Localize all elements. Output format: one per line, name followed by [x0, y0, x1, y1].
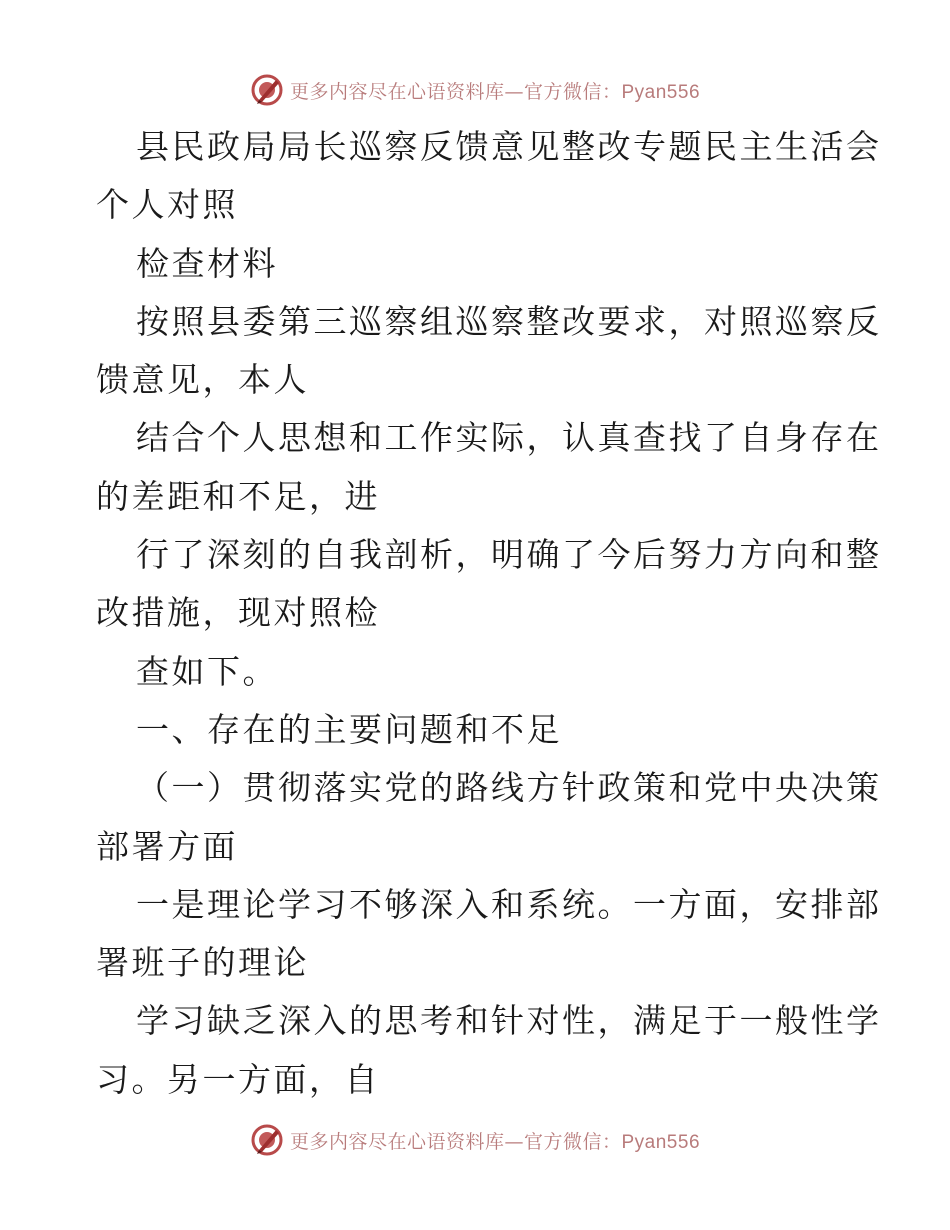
document-line: 一是理论学习不够深入和系统。一方面，安排部 — [136, 884, 882, 924]
footer-watermark-text: 更多内容尽在心语资料库—官方微信：Pyan556 — [289, 1130, 701, 1153]
document-line: 的差距和不足，进 — [96, 476, 380, 516]
footer-wechat-id: Pyan556 — [621, 1131, 701, 1153]
document-line: 查如下。 — [136, 651, 278, 691]
header-watermark-text: 更多内容尽在心语资料库—官方微信：Pyan556 — [289, 80, 701, 103]
document-line: 改措施，现对照检 — [96, 593, 380, 633]
document-line: 行了深刻的自我剖析，明确了今后努力方向和整 — [136, 535, 882, 575]
document-line: 结合个人思想和工作实际，认真查找了自身存在 — [136, 418, 882, 458]
header-watermark-banner — [0, 70, 950, 110]
document-line: 按照县委第三巡察组巡察整改要求，对照巡察反 — [136, 301, 882, 341]
document-line: 馈意见，本人 — [96, 360, 309, 400]
pen-circle-logo-icon — [250, 1123, 284, 1157]
header-wechat-id: Pyan556 — [621, 81, 701, 103]
document-line: 个人对照 — [96, 185, 238, 225]
pen-circle-logo-icon — [250, 73, 284, 107]
document-line: 检查材料 — [136, 243, 278, 283]
section-heading: 一、存在的主要问题和不足 — [136, 709, 562, 749]
footer-watermark-banner — [0, 1120, 950, 1160]
document-body — [96, 118, 882, 1109]
subsection-heading: （一）贯彻落实党的路线方针政策和党中央决策 — [136, 768, 882, 808]
subsection-heading-cont: 部署方面 — [96, 826, 238, 866]
document-line: 县民政局局长巡察反馈意见整改专题民主生活会 — [136, 127, 882, 166]
document-line: 习。另一方面，自 — [96, 1059, 380, 1099]
document-line: 学习缺乏深入的思考和针对性，满足于一般性学 — [136, 1001, 882, 1041]
document-line: 署班子的理论 — [96, 943, 309, 983]
